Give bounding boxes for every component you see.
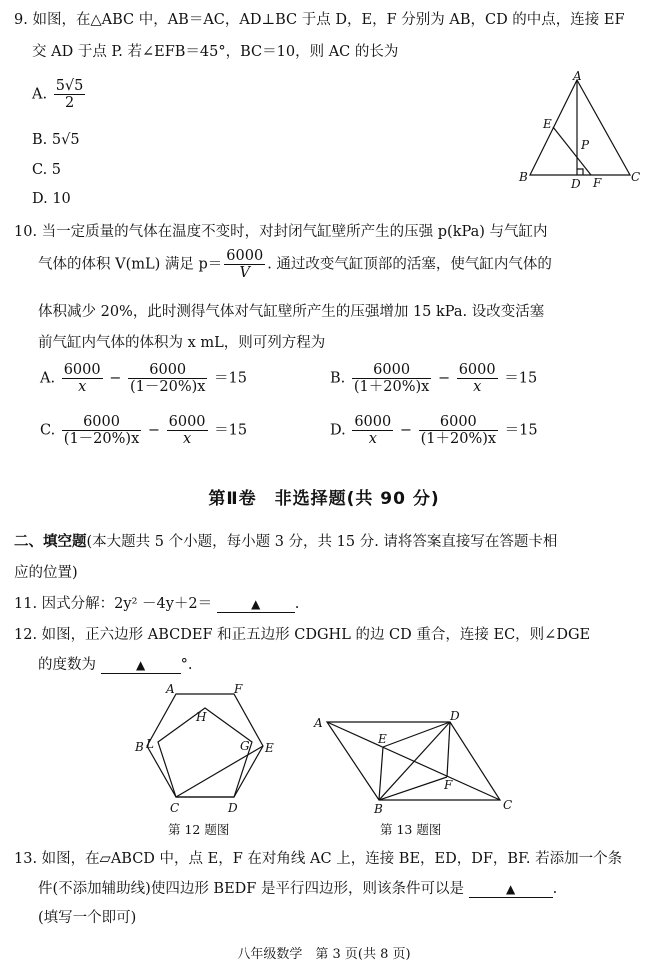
denominator: (1＋20%)x bbox=[420, 431, 497, 447]
q10-pressure-numerator: 6000 bbox=[226, 248, 264, 264]
q12-label-f: F bbox=[234, 682, 243, 696]
q11-text: 11. 因式分解：2y² －4y＋2＝ bbox=[14, 596, 213, 612]
label-a: A bbox=[573, 70, 582, 83]
q12-line2-start: 的度数为 bbox=[38, 657, 96, 673]
label-p: P bbox=[581, 138, 590, 152]
minus-sign: − bbox=[399, 422, 412, 439]
q13-label-b: B bbox=[374, 802, 383, 815]
denominator: x bbox=[368, 431, 377, 447]
q10-option-d bbox=[330, 414, 538, 447]
equation-rhs: ＝15 bbox=[214, 370, 247, 387]
q13-caption: 第 13 题图 bbox=[380, 822, 442, 837]
segment-ec bbox=[176, 746, 263, 797]
label-e: E bbox=[543, 117, 552, 131]
q10-option-b-fraction-2 bbox=[457, 362, 498, 395]
equation-rhs: ＝15 bbox=[504, 370, 538, 387]
q10-line2-start: 气体的体积 V(mL) 满足 p＝ bbox=[38, 256, 223, 273]
q13-line1: 13. 如图，在▱ABCD 中，点 E，F 在对角线 AC 上，连接 BE，ED，DF，BF. 若添加一个条 bbox=[14, 851, 623, 867]
q10-option-c-label: C. bbox=[40, 422, 56, 439]
minus-sign: − bbox=[437, 370, 451, 387]
q12-label-e: E bbox=[265, 741, 274, 755]
q12-line1: 12. 如图，正六边形 ABCDEF 和正五边形 CDGHL 的边 CD 重合，连接 EC，则∠DGE bbox=[14, 627, 591, 643]
q10-option-b-fraction-1 bbox=[352, 362, 431, 395]
q13-line2 bbox=[38, 879, 557, 899]
numerator: 6000 bbox=[62, 414, 141, 431]
page-footer: 八年级数学 第 3 页(共 8 页) bbox=[237, 947, 411, 962]
numerator: 6000 bbox=[458, 362, 496, 378]
q10-line4: 前气缸内气体的体积为 x mL，则可列方程为 bbox=[38, 335, 326, 351]
q10-option-d-fraction-2 bbox=[419, 414, 498, 447]
denominator: x bbox=[473, 379, 482, 395]
label-d: D bbox=[571, 177, 581, 191]
q10-option-c-fraction-2 bbox=[167, 414, 208, 447]
q9-triangle-figure bbox=[505, 70, 645, 192]
equation-rhs: ＝15 bbox=[504, 422, 538, 439]
q9-option-a-numerator: 5√5 bbox=[55, 78, 84, 94]
q12-caption: 第 12 题图 bbox=[168, 822, 230, 837]
label-c: C bbox=[631, 170, 641, 184]
part2-heading-bold: 二、填空题 bbox=[14, 534, 87, 550]
q10-option-a bbox=[40, 362, 247, 395]
q11-end: . bbox=[294, 596, 300, 612]
q10-option-d-fraction-1 bbox=[352, 414, 393, 447]
numerator: 6000 bbox=[63, 362, 101, 378]
part2-heading-rest: (本大题共 5 个小题，每小题 3 分，共 15 分. 请将答案直接写在答题卡相 bbox=[86, 534, 558, 550]
q10-option-c-fraction-1 bbox=[62, 414, 141, 447]
q12-label-g: G bbox=[240, 739, 250, 753]
q13-figure bbox=[310, 705, 520, 815]
q10-line2 bbox=[38, 248, 552, 281]
q12-label-b: B bbox=[135, 740, 144, 754]
q11-question bbox=[14, 594, 299, 614]
q10-line1: 10. 当一定质量的气体在温度不变时，对封闭气缸壁所产生的压强 p(kPa) 与气缸内 bbox=[14, 224, 548, 240]
q10-option-a-fraction-1 bbox=[62, 362, 103, 395]
q13-label-d: D bbox=[450, 709, 460, 723]
q12-line2 bbox=[38, 655, 192, 675]
denominator: (1－20%)x bbox=[129, 379, 206, 395]
denominator: (1－20%)x bbox=[63, 431, 140, 447]
q9-option-a-label: A. bbox=[32, 86, 48, 103]
right-angle-mark bbox=[577, 169, 583, 175]
q10-pressure-denominator: V bbox=[239, 265, 250, 281]
q13-label-a: A bbox=[314, 716, 323, 730]
denominator: x bbox=[182, 431, 192, 447]
q12-answer-blank: ▲ bbox=[101, 657, 181, 674]
q10-line3: 体积减少 20%，此时测得气体对气缸壁所产生的压强增加 15 kPa. 设改变活塞 bbox=[38, 304, 545, 320]
q12-label-h: H bbox=[196, 710, 207, 724]
q9-line1: 9. 如图，在△ABC 中，AB＝AC，AD⊥BC 于点 D，E，F 分别为 AB，CD 的中点，连接 EF bbox=[14, 12, 625, 28]
q10-option-c bbox=[40, 414, 247, 447]
q12-label-l: L bbox=[146, 737, 154, 751]
q9-option-b: B. 5√5 bbox=[32, 132, 80, 148]
q12-figure bbox=[130, 680, 280, 820]
denominator: x bbox=[78, 379, 87, 395]
q12-line2-end: °. bbox=[180, 657, 193, 673]
label-b: B bbox=[519, 170, 528, 184]
q10-option-b-label: B. bbox=[330, 370, 346, 387]
minus-sign: − bbox=[109, 370, 122, 387]
segment-ed bbox=[383, 722, 450, 747]
segment-df bbox=[447, 722, 450, 777]
q9-option-c: C. 5 bbox=[32, 162, 62, 178]
q10-pressure-fraction bbox=[224, 248, 265, 281]
numerator: 6000 bbox=[352, 362, 431, 379]
q10-line2-end: . 通过改变气缸顶部的活塞，使气缸内气体的 bbox=[267, 256, 552, 273]
q12-label-a: A bbox=[166, 682, 175, 696]
part2-heading-line2: 应的位置) bbox=[14, 565, 78, 581]
q9-option-a-denominator: 2 bbox=[64, 95, 75, 111]
part2-heading bbox=[14, 532, 557, 552]
segment-be bbox=[379, 747, 383, 800]
q13-answer-blank: ▲ bbox=[469, 881, 553, 898]
q10-option-a-fraction-2 bbox=[128, 362, 207, 395]
numerator: 6000 bbox=[168, 414, 206, 430]
q13-label-c: C bbox=[503, 798, 513, 812]
q10-option-a-label: A. bbox=[40, 370, 56, 387]
equation-rhs: ＝15 bbox=[214, 422, 248, 439]
q13-line2-end: . bbox=[552, 881, 558, 897]
section-title: 第Ⅱ卷 非选择题(共 90 分) bbox=[208, 489, 440, 509]
q12-label-d: D bbox=[228, 801, 238, 815]
q9-option-d: D. 10 bbox=[32, 191, 71, 207]
numerator: 6000 bbox=[354, 414, 392, 430]
numerator: 6000 bbox=[419, 414, 498, 431]
q12-label-c: C bbox=[170, 801, 180, 815]
q11-answer-blank: ▲ bbox=[217, 596, 295, 613]
q13-label-f: F bbox=[444, 778, 453, 792]
q13-line2-start: 件(不添加辅助线)使四边形 BEDF 是平行四边形，则该条件可以是 bbox=[38, 881, 464, 897]
minus-sign: − bbox=[147, 422, 161, 439]
q9-line2: 交 AD 于点 P. 若∠EFB＝45°，BC＝10，则 AC 的长为 bbox=[32, 44, 399, 60]
q9-option-a bbox=[32, 78, 87, 111]
numerator: 6000 bbox=[128, 362, 207, 379]
q13-label-e: E bbox=[378, 732, 387, 746]
q9-option-a-fraction bbox=[54, 78, 86, 111]
denominator: (1＋20%)x bbox=[353, 379, 430, 395]
label-f: F bbox=[593, 176, 602, 190]
q10-option-d-label: D. bbox=[330, 422, 346, 439]
q13-line3: (填写一个即可) bbox=[38, 910, 137, 926]
q10-option-b bbox=[330, 362, 537, 395]
